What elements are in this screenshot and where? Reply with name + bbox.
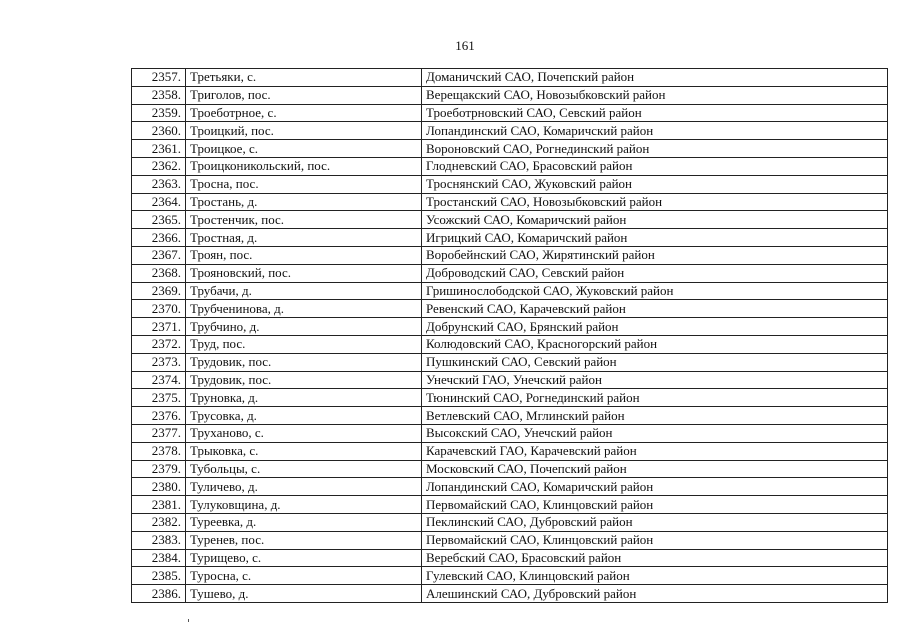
administrative-unit: Игрицкий САО, Комаричский район <box>422 229 888 247</box>
row-number: 2363. <box>132 175 186 193</box>
administrative-unit: Колюдовский САО, Красногорский район <box>422 335 888 353</box>
table-row <box>132 104 888 122</box>
settlement-name: Труновка, д. <box>186 389 422 407</box>
administrative-unit: Усожский САО, Комаричский район <box>422 211 888 229</box>
table-row <box>132 211 888 229</box>
settlement-name: Трудовик, пос. <box>186 353 422 371</box>
settlement-name: Трубченинова, д. <box>186 300 422 318</box>
row-number: 2357. <box>132 69 186 87</box>
settlement-name: Троицкое, с. <box>186 140 422 158</box>
settlement-name: Третьяки, с. <box>186 69 422 87</box>
row-number: 2368. <box>132 264 186 282</box>
table-row <box>132 442 888 460</box>
settlement-name: Триголов, пос. <box>186 86 422 104</box>
settlement-name: Трудовик, пос. <box>186 371 422 389</box>
settlement-name: Трубчино, д. <box>186 318 422 336</box>
table-row <box>132 282 888 300</box>
table-row <box>132 496 888 514</box>
row-number: 2370. <box>132 300 186 318</box>
table-row <box>132 264 888 282</box>
row-number: 2386. <box>132 585 186 603</box>
row-number: 2385. <box>132 567 186 585</box>
table-row <box>132 549 888 567</box>
administrative-unit: Доброводский САО, Севский район <box>422 264 888 282</box>
administrative-unit: Глодневский САО, Брасовский район <box>422 157 888 175</box>
administrative-unit: Унечский ГАО, Унечский район <box>422 371 888 389</box>
settlement-name: Тростная, д. <box>186 229 422 247</box>
row-number: 2362. <box>132 157 186 175</box>
settlement-name: Труд, пос. <box>186 335 422 353</box>
row-number: 2373. <box>132 353 186 371</box>
row-number: 2377. <box>132 424 186 442</box>
administrative-unit: Высокский САО, Унечский район <box>422 424 888 442</box>
row-number: 2372. <box>132 335 186 353</box>
table-row <box>132 567 888 585</box>
administrative-unit: Первомайский САО, Клинцовский район <box>422 531 888 549</box>
settlement-name: Трубачи, д. <box>186 282 422 300</box>
settlement-name: Троеботрное, с. <box>186 104 422 122</box>
settlements-table <box>131 68 888 603</box>
settlement-name: Трояновский, пос. <box>186 264 422 282</box>
row-number: 2366. <box>132 229 186 247</box>
administrative-unit: Веребский САО, Брасовский район <box>422 549 888 567</box>
table-row <box>132 389 888 407</box>
table-row <box>132 585 888 603</box>
table-row <box>132 157 888 175</box>
table-row <box>132 478 888 496</box>
administrative-unit: Алешинский САО, Дубровский район <box>422 585 888 603</box>
settlement-name: Тросна, пос. <box>186 175 422 193</box>
row-number: 2382. <box>132 513 186 531</box>
table-row <box>132 407 888 425</box>
table-row <box>132 246 888 264</box>
table-row <box>132 531 888 549</box>
row-number: 2364. <box>132 193 186 211</box>
settlement-name: Тростенчик, пос. <box>186 211 422 229</box>
row-number: 2371. <box>132 318 186 336</box>
row-number: 2361. <box>132 140 186 158</box>
settlement-name: Тростань, д. <box>186 193 422 211</box>
table-row <box>132 140 888 158</box>
administrative-unit: Тростанский САО, Новозыбковский район <box>422 193 888 211</box>
administrative-unit: Троснянский САО, Жуковский район <box>422 175 888 193</box>
settlement-name: Турищево, с. <box>186 549 422 567</box>
row-number: 2360. <box>132 122 186 140</box>
settlement-name: Труханово, с. <box>186 424 422 442</box>
administrative-unit: Пушкинский САО, Севский район <box>422 353 888 371</box>
administrative-unit: Первомайский САО, Клинцовский район <box>422 496 888 514</box>
settlement-name: Туличево, д. <box>186 478 422 496</box>
row-number: 2376. <box>132 407 186 425</box>
settlement-name: Троицкий, пос. <box>186 122 422 140</box>
settlement-name: Тушево, д. <box>186 585 422 603</box>
table-row <box>132 229 888 247</box>
row-number: 2384. <box>132 549 186 567</box>
administrative-unit: Ветлевский САО, Мглинский район <box>422 407 888 425</box>
settlement-name: Туренев, пос. <box>186 531 422 549</box>
row-number: 2379. <box>132 460 186 478</box>
table-row <box>132 193 888 211</box>
settlement-name: Туреевка, д. <box>186 513 422 531</box>
table-row <box>132 300 888 318</box>
administrative-unit: Лопандинский САО, Комаричский район <box>422 122 888 140</box>
row-number: 2378. <box>132 442 186 460</box>
settlement-name: Туросна, с. <box>186 567 422 585</box>
settlement-name: Троицконикольский, пос. <box>186 157 422 175</box>
administrative-unit: Гулевский САО, Клинцовский район <box>422 567 888 585</box>
row-number: 2358. <box>132 86 186 104</box>
row-number: 2383. <box>132 531 186 549</box>
row-number: 2359. <box>132 104 186 122</box>
administrative-unit: Доманичский САО, Почепский район <box>422 69 888 87</box>
scan-mark <box>188 619 189 622</box>
row-number: 2381. <box>132 496 186 514</box>
administrative-unit: Московский САО, Почепский район <box>422 460 888 478</box>
administrative-unit: Ревенский САО, Карачевский район <box>422 300 888 318</box>
administrative-unit: Вороновский САО, Рогнединский район <box>422 140 888 158</box>
settlement-name: Трыковка, с. <box>186 442 422 460</box>
table-row <box>132 460 888 478</box>
table-row <box>132 122 888 140</box>
row-number: 2374. <box>132 371 186 389</box>
settlements-table-body <box>132 69 888 603</box>
table-row <box>132 353 888 371</box>
administrative-unit: Воробейнский САО, Жирятинский район <box>422 246 888 264</box>
administrative-unit: Карачевский ГАО, Карачевский район <box>422 442 888 460</box>
settlement-name: Троян, пос. <box>186 246 422 264</box>
row-number: 2369. <box>132 282 186 300</box>
administrative-unit: Гришинослободской САО, Жуковский район <box>422 282 888 300</box>
settlement-name: Тубольцы, с. <box>186 460 422 478</box>
administrative-unit: Пеклинский САО, Дубровский район <box>422 513 888 531</box>
administrative-unit: Верещакский САО, Новозыбковский район <box>422 86 888 104</box>
table-row <box>132 318 888 336</box>
settlement-name: Тулуковщина, д. <box>186 496 422 514</box>
administrative-unit: Тюнинский САО, Рогнединский район <box>422 389 888 407</box>
table-row <box>132 335 888 353</box>
administrative-unit: Троеботрновский САО, Севский район <box>422 104 888 122</box>
table-row <box>132 86 888 104</box>
table-row <box>132 371 888 389</box>
administrative-unit: Добрунский САО, Брянский район <box>422 318 888 336</box>
table-row <box>132 513 888 531</box>
settlement-name: Трусовка, д. <box>186 407 422 425</box>
administrative-unit: Лопандинский САО, Комаричский район <box>422 478 888 496</box>
page-number: 161 <box>455 38 475 53</box>
row-number: 2380. <box>132 478 186 496</box>
row-number: 2367. <box>132 246 186 264</box>
table-row <box>132 175 888 193</box>
row-number: 2365. <box>132 211 186 229</box>
table-row <box>132 69 888 87</box>
row-number: 2375. <box>132 389 186 407</box>
table-row <box>132 424 888 442</box>
